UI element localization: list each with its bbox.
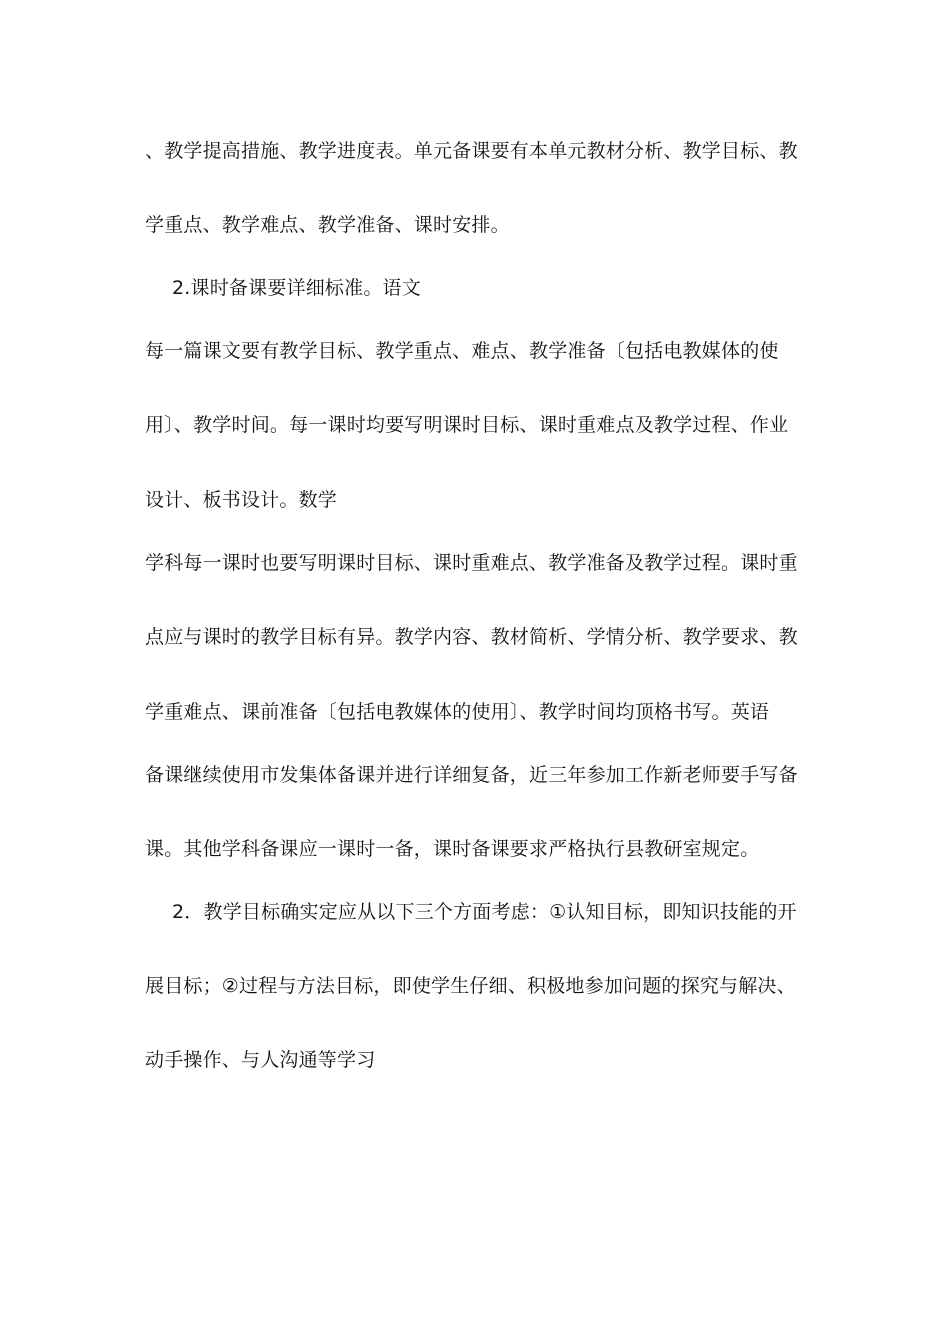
- text-line-3: 2.课时备课要详细标准。语文: [172, 277, 421, 299]
- text-line-5: 用〕、教学时间。每一课时均要写明课时目标、课时重难点及教学过程、作业: [145, 414, 789, 436]
- text-line-10: 备课继续使用市发集体备课并进行详细复备，近三年参加工作新老师要手写备: [145, 764, 798, 786]
- text-line-2: 学重点、教学难点、教学准备、课时安排。: [145, 214, 510, 236]
- text-line-14: 动手操作、与人沟通等学习: [145, 1049, 376, 1071]
- text-line-7: 学科每一课时也要写明课时目标、课时重难点、教学准备及教学过程。课时重: [145, 552, 798, 574]
- text-line-12: 2．教学目标确实定应从以下三个方面考虑：①认知目标，即知识技能的开: [172, 901, 797, 923]
- text-line-9: 学重难点、课前准备〔包括电教媒体的使用〕、教学时间均顶格书写。英语: [145, 701, 770, 723]
- text-line-1: 、教学提高措施、教学进度表。单元备课要有本单元教材分析、教学目标、教: [145, 140, 798, 162]
- text-line-11: 课。其他学科备课应一课时一备，课时备课要求严格执行县教研室规定。: [145, 838, 760, 860]
- text-line-6: 设计、板书设计。数学: [145, 489, 338, 511]
- text-line-13: 展目标；②过程与方法目标，即使学生仔细、积极地参加问题的探究与解决、: [145, 975, 796, 997]
- text-line-8: 点应与课时的教学目标有异。教学内容、教材简析、学情分析、教学要求、教: [145, 626, 798, 648]
- text-line-4: 每一篇课文要有教学目标、教学重点、难点、教学准备〔包括电教媒体的使: [145, 340, 779, 362]
